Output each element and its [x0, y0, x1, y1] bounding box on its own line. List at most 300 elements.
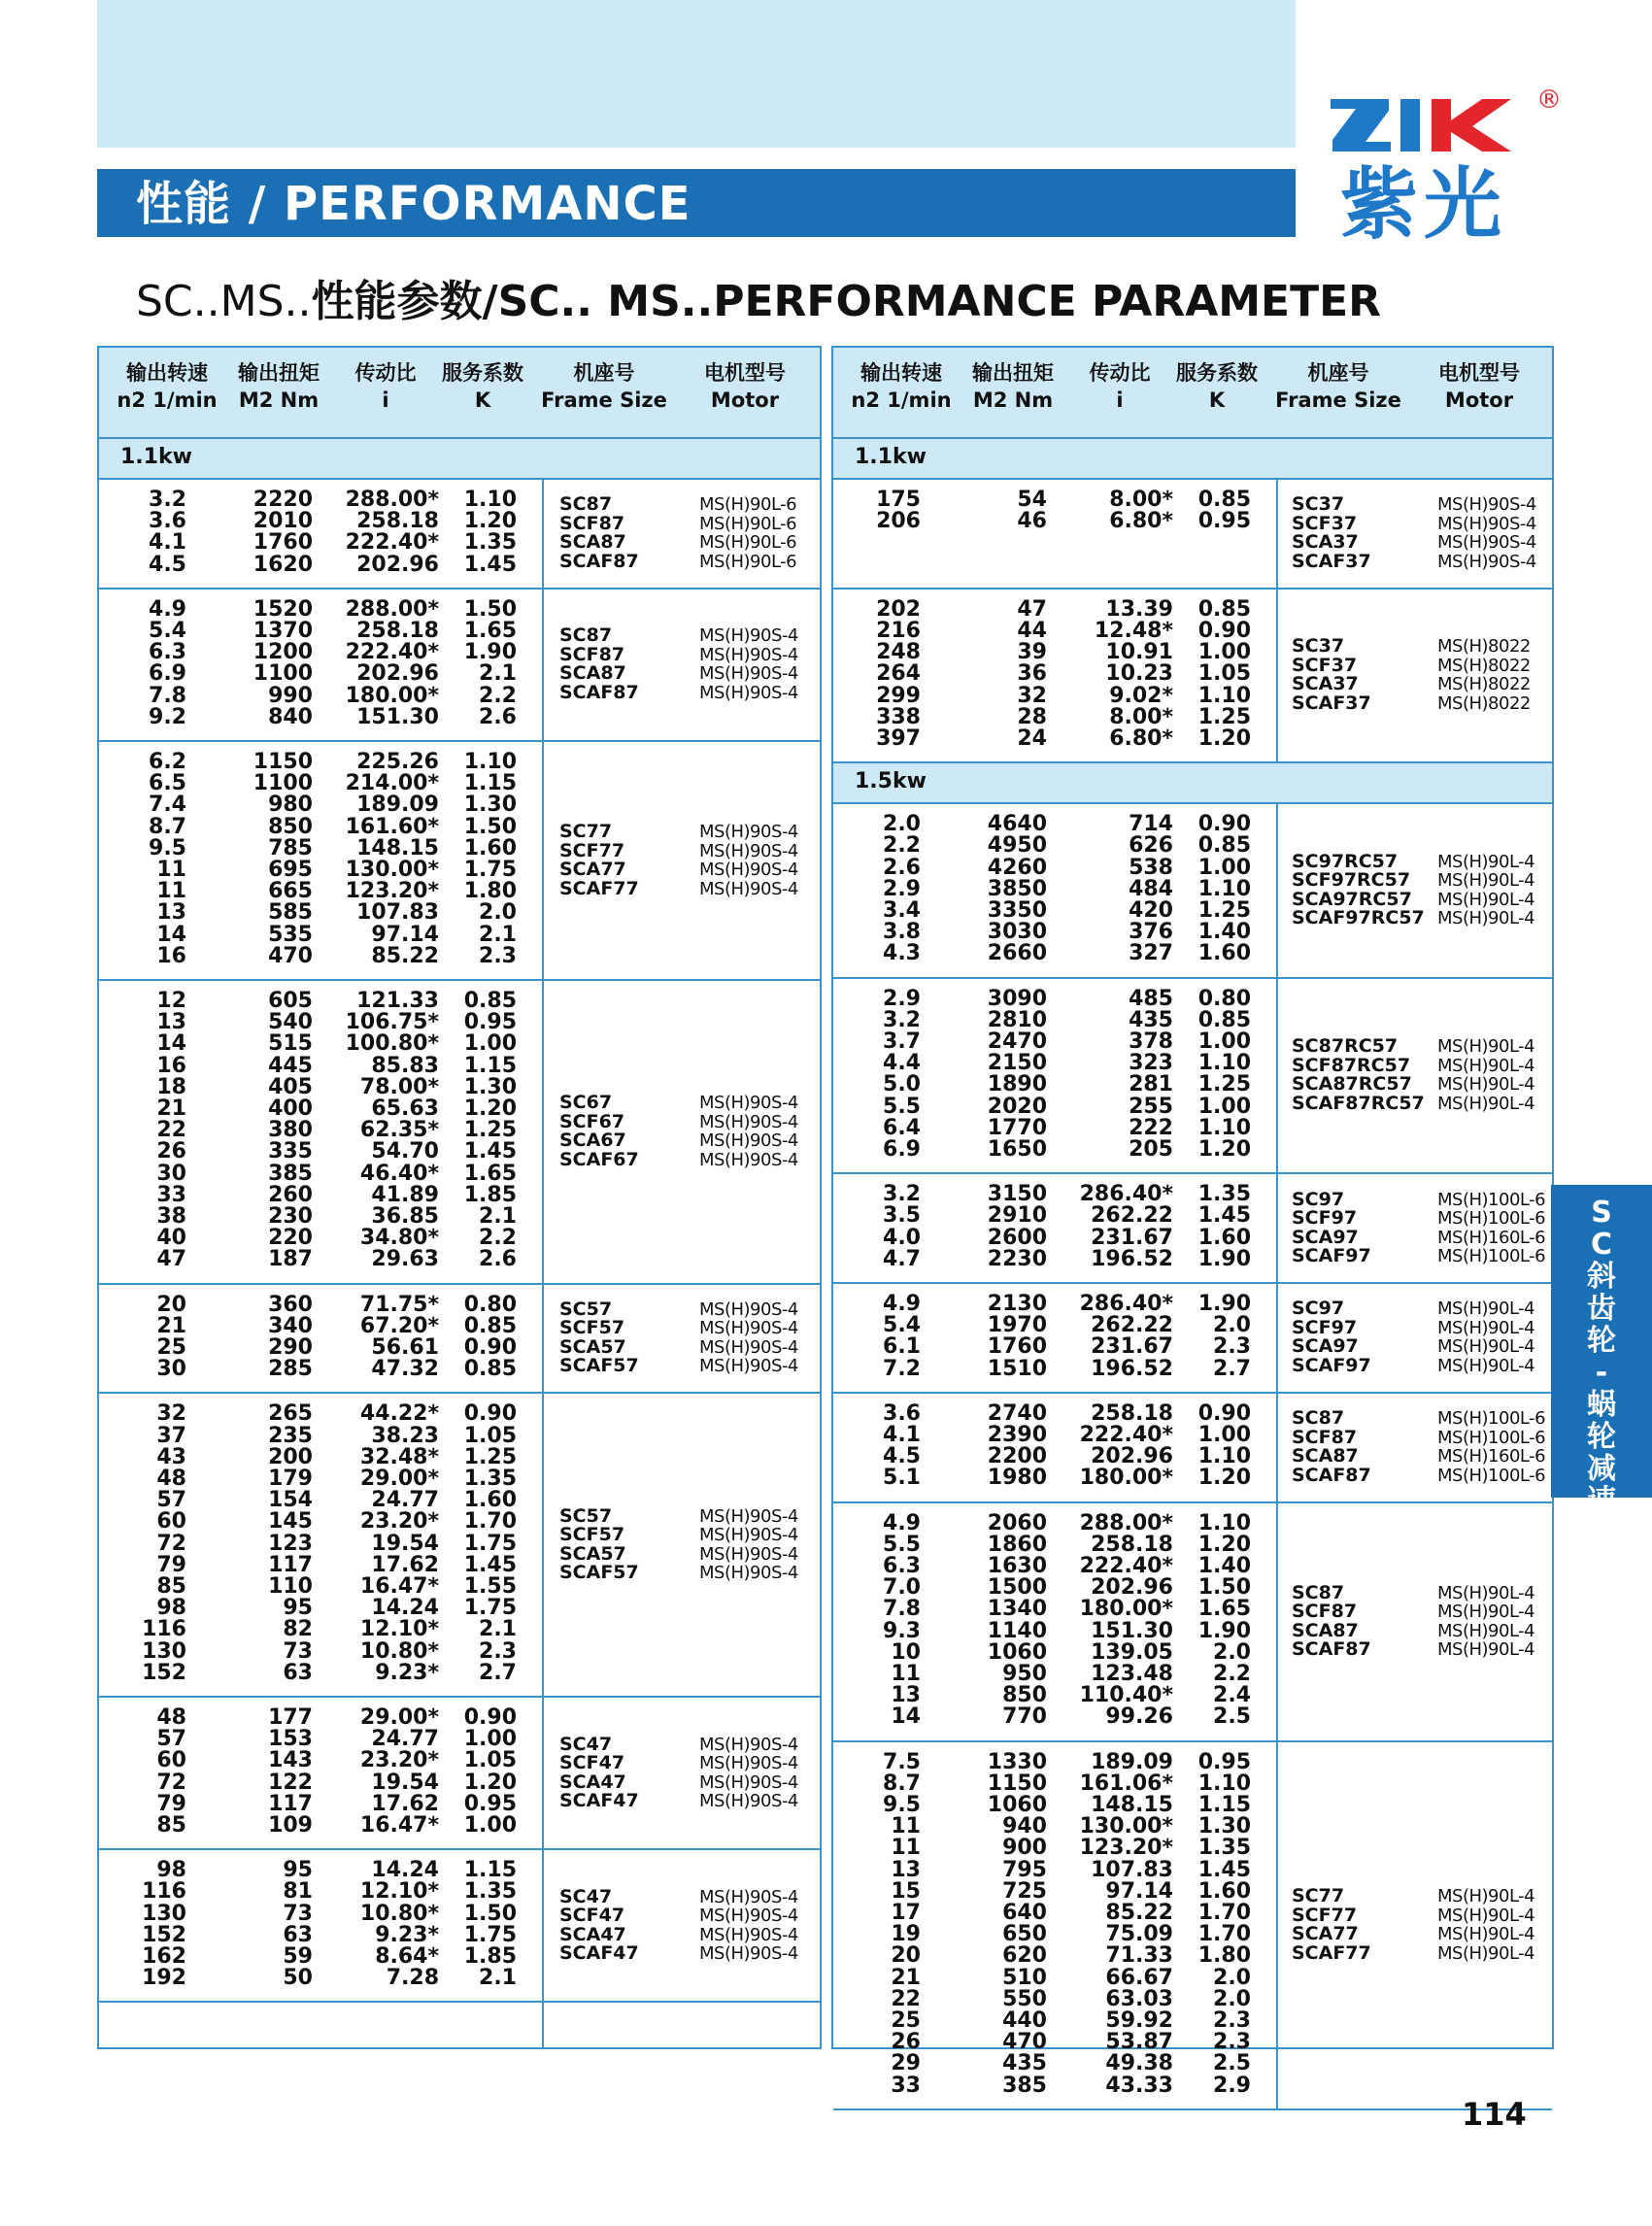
value-n2: 5.5 [883, 1532, 921, 1557]
cell-k [458, 752, 517, 967]
value-k: 1.50 [463, 596, 517, 622]
value-m2: 535 [268, 922, 313, 947]
cell-n2 [853, 1294, 921, 1380]
cell-k [1193, 1510, 1251, 1730]
value-n2: 3.2 [883, 1182, 921, 1207]
value-n2: 2.9 [883, 986, 921, 1011]
value-n2: 21 [156, 1313, 186, 1338]
frame-size: SCA47 [559, 1771, 626, 1793]
cell-i [342, 752, 439, 967]
value-m2: 435 [1002, 2051, 1047, 2076]
value-m2: 795 [1002, 1857, 1047, 1882]
frame-size-list [559, 1094, 639, 1169]
value-i: 12.48* [1094, 619, 1173, 643]
cell-k [458, 1292, 517, 1382]
frame-size: SCA67 [559, 1130, 626, 1152]
value-k: 1.25 [1197, 898, 1251, 923]
table-row-group [833, 804, 1552, 978]
value-n2: 3.6 [149, 509, 186, 534]
value-m2: 1060 [987, 1793, 1047, 1817]
value-n2: 30 [156, 1357, 186, 1382]
value-n2: 5.5 [883, 1094, 921, 1119]
value-n2: 4.3 [883, 941, 921, 966]
divider [1276, 979, 1278, 1173]
value-k: 1.70 [463, 1509, 517, 1535]
value-m2: 47 [1017, 596, 1047, 622]
value-i: 8.64* [375, 1944, 439, 1969]
value-n2: 2.9 [883, 876, 921, 901]
value-i: 100.80* [345, 1031, 439, 1057]
column-header-cn: 电机型号 [1438, 361, 1520, 385]
frame-size: SCAF87 [1292, 1638, 1371, 1661]
value-i: 180.00* [1079, 1466, 1173, 1491]
value-k: 2.7 [1213, 1356, 1251, 1381]
value-k: 2.3 [1213, 2008, 1251, 2034]
value-n2: 3.4 [883, 898, 921, 923]
column-header-cn: 输出扭矩 [972, 361, 1054, 385]
value-k: 2.5 [1213, 2051, 1251, 2076]
frame-size: SCAF57 [559, 1562, 639, 1584]
value-i: 225.26 [356, 750, 439, 774]
value-k: 1.35 [463, 1467, 517, 1491]
column-header-en: K [1208, 388, 1226, 412]
value-m2: 28 [1017, 704, 1047, 729]
value-k: 0.85 [463, 1313, 517, 1338]
value-k: 1.50 [1197, 1575, 1251, 1601]
value-i: 8.00* [1109, 488, 1173, 512]
value-m2: 1150 [253, 750, 313, 774]
value-n2: 3.7 [883, 1029, 921, 1054]
value-m2: 36 [1017, 661, 1047, 687]
value-k: 1.15 [1197, 1793, 1251, 1817]
value-i: 78.00* [359, 1074, 439, 1099]
value-i: 262.22 [1091, 1313, 1173, 1338]
value-i: 222.40* [345, 640, 439, 665]
motor-model: MS(H)90L-4 [1437, 1055, 1535, 1076]
value-n2: 5.4 [883, 1313, 921, 1338]
frame-size: SCAF97 [1292, 1245, 1371, 1267]
value-m2: 725 [1002, 1878, 1047, 1904]
frame-size: SCAF37 [1292, 550, 1371, 572]
frame-size: SCA87 [559, 531, 626, 554]
frame-size-list [1292, 637, 1371, 713]
value-n2: 8.7 [149, 814, 186, 839]
motor-model: MS(H)90L-4 [1437, 889, 1535, 910]
value-i: 148.15 [1091, 1793, 1173, 1817]
value-k: 0.85 [1197, 833, 1251, 859]
motor-model: MS(H)90L-6 [699, 532, 797, 554]
value-m2: 265 [268, 1401, 313, 1427]
motor-model: MS(H)100L-6 [1437, 1246, 1546, 1267]
column-header-en: n2 1/min [117, 388, 218, 412]
value-i: 151.30 [1091, 1618, 1173, 1643]
value-n2: 19 [891, 1922, 921, 1947]
value-i: 222 [1129, 1115, 1173, 1140]
value-m2: 3350 [987, 898, 1047, 923]
value-i: 17.62 [371, 1552, 439, 1577]
frame-size: SCF97 [1292, 1316, 1358, 1338]
motor-model-list [699, 1300, 798, 1376]
motor-model-list [1437, 1584, 1534, 1660]
value-i: 67.20* [359, 1313, 439, 1338]
motor-model: MS(H)90S-4 [699, 1298, 798, 1320]
value-i: 231.67 [1091, 1225, 1173, 1250]
frame-size-list [1292, 1409, 1371, 1485]
value-n2: 60 [156, 1748, 186, 1773]
motor-model: MS(H)90L-4 [1437, 1298, 1535, 1320]
value-n2: 9.2 [149, 704, 186, 729]
value-m2: 3150 [987, 1182, 1047, 1207]
value-m2: 515 [268, 1031, 313, 1057]
motor-model: MS(H)90S-4 [699, 644, 798, 665]
value-i: 85.22 [1105, 1901, 1173, 1926]
value-n2: 18 [156, 1074, 186, 1099]
value-i: 53.87 [1105, 2030, 1173, 2055]
side-tab-char: 机 [1587, 1516, 1616, 1550]
value-i: 43.33 [1105, 2073, 1173, 2098]
motor-model: MS(H)90S-4 [699, 625, 798, 647]
value-n2: 152 [142, 1660, 186, 1685]
value-k: 1.10 [1197, 683, 1251, 708]
frame-size: SCF77 [1292, 1904, 1358, 1926]
frame-size: SC67 [559, 1092, 613, 1114]
frame-size: SCAF97 [1292, 1354, 1371, 1376]
divider [542, 742, 544, 979]
value-n2: 248 [876, 640, 921, 665]
table-row-group [99, 480, 820, 590]
value-i: 29.00* [359, 1705, 439, 1730]
cell-m2 [969, 1400, 1047, 1491]
value-k: 2.2 [479, 683, 517, 708]
frame-size: SCAF87 [559, 681, 639, 703]
value-i: 130.00* [345, 858, 439, 883]
value-k: 1.00 [463, 1727, 517, 1752]
value-m2: 1890 [987, 1072, 1047, 1097]
power-section-row [99, 439, 820, 480]
motor-model: MS(H)100L-6 [1437, 1427, 1546, 1448]
value-i: 23.20* [359, 1748, 439, 1773]
frame-size-list [1292, 1581, 1371, 1661]
value-n2: 397 [876, 726, 921, 752]
value-n2: 4.9 [149, 596, 186, 622]
divider [1276, 1394, 1278, 1501]
value-k: 2.1 [479, 922, 517, 947]
value-n2: 116 [142, 1879, 186, 1905]
value-m2: 1510 [987, 1356, 1047, 1381]
frame-size: SCF37 [1292, 512, 1358, 534]
value-k: 1.05 [463, 1423, 517, 1448]
column-header [1163, 359, 1270, 414]
value-k: 1.80 [463, 879, 517, 904]
frame-size: SCA87 [1292, 1619, 1359, 1641]
motor-model-list [699, 1888, 798, 1964]
motor-model: MS(H)90L-4 [1437, 1905, 1535, 1926]
side-tab-char: C [1590, 1228, 1613, 1262]
cell-i [1076, 986, 1173, 1163]
cell-k [458, 489, 517, 576]
value-k: 1.65 [463, 619, 517, 643]
frame-size: SCA97 [1292, 1335, 1359, 1358]
zik-logo-icon [1331, 93, 1534, 155]
value-k: 1.75 [463, 1596, 517, 1621]
value-m2: 220 [268, 1226, 313, 1251]
frame-size: SCF87 [559, 512, 625, 534]
value-k: 1.40 [1197, 1554, 1251, 1578]
value-m2: 117 [268, 1791, 313, 1816]
value-i: 71.75* [359, 1292, 439, 1317]
motor-model-list [1437, 495, 1536, 571]
value-m2: 385 [268, 1161, 313, 1186]
value-i: 7.28 [386, 1966, 439, 1991]
table-row-group [99, 590, 820, 742]
cell-m2 [969, 1510, 1047, 1730]
value-k: 1.75 [463, 1922, 517, 1947]
cell-k [458, 596, 517, 729]
frame-size: SC37 [1292, 493, 1345, 516]
value-m2: 73 [283, 1638, 313, 1664]
value-m2: 2600 [987, 1225, 1047, 1250]
frame-size: SCA77 [1292, 1923, 1359, 1945]
value-n2: 6.4 [883, 1115, 921, 1140]
frame-size: SC87 [559, 624, 613, 647]
value-i: 10.80* [359, 1901, 439, 1926]
value-i: 24.77 [371, 1488, 439, 1513]
value-k: 0.85 [1197, 1007, 1251, 1032]
value-k: 1.90 [463, 640, 517, 665]
motor-model: MS(H)90L-4 [1437, 1317, 1535, 1338]
value-i: 202.96 [356, 661, 439, 687]
table-row-group [833, 1394, 1552, 1503]
value-k: 1.85 [463, 1182, 517, 1207]
value-k: 1.10 [463, 488, 517, 512]
motor-model: MS(H)90S-4 [699, 1753, 798, 1774]
value-n2: 20 [891, 1943, 921, 1969]
value-k: 1.70 [1197, 1901, 1251, 1926]
value-n2: 5.1 [883, 1466, 921, 1491]
column-header [429, 359, 536, 414]
frame-size: SCA97 [1292, 1226, 1359, 1248]
cell-n2 [118, 991, 186, 1271]
value-k: 0.80 [463, 1292, 517, 1317]
motor-model: MS(H)90S-4 [699, 840, 798, 861]
value-n2: 4.5 [883, 1444, 921, 1469]
frame-size: SCF47 [559, 1905, 625, 1927]
value-m2: 1340 [987, 1597, 1047, 1622]
value-m2: 2150 [987, 1051, 1047, 1076]
motor-model: MS(H)90S-4 [699, 1771, 798, 1793]
side-tab-char: 轮 [1587, 1420, 1616, 1454]
value-i: 222.40* [1079, 1554, 1173, 1578]
side-tab-char: 轮 [1587, 1324, 1616, 1358]
frame-size: SCAF37 [1292, 691, 1371, 714]
value-n2: 25 [891, 2008, 921, 2034]
value-i: 202.96 [356, 552, 439, 577]
cell-m2 [235, 1403, 313, 1684]
value-m2: 179 [268, 1467, 313, 1491]
value-m2: 117 [268, 1552, 313, 1577]
value-i: 63.03 [1105, 1986, 1173, 2011]
column-header [682, 359, 808, 414]
value-n2: 116 [142, 1617, 186, 1642]
value-k: 1.75 [463, 858, 517, 883]
motor-model: MS(H)90S-4 [699, 682, 798, 703]
cell-k [1193, 814, 1251, 964]
value-i: 161.60* [345, 814, 439, 839]
frame-size-list [1292, 1037, 1425, 1113]
value-n2: 175 [876, 488, 921, 512]
value-m2: 73 [283, 1901, 313, 1926]
table-header [99, 348, 820, 439]
column-header-en: Motor [710, 388, 780, 412]
value-i: 286.40* [1079, 1182, 1173, 1207]
motor-model: MS(H)90S-4 [699, 1906, 798, 1927]
value-n2: 3.6 [883, 1400, 921, 1426]
value-m2: 770 [1002, 1704, 1047, 1730]
cell-m2 [235, 752, 313, 967]
value-n2: 32 [156, 1401, 186, 1427]
value-n2: 4.1 [883, 1423, 921, 1447]
column-header-cn: 输出扭矩 [238, 361, 320, 385]
value-i: 420 [1129, 898, 1173, 923]
value-k: 1.15 [463, 1858, 517, 1883]
value-n2: 16 [156, 1053, 186, 1078]
motor-model: MS(H)90L-4 [1437, 1355, 1535, 1376]
value-m2: 153 [268, 1727, 313, 1752]
value-n2: 98 [156, 1596, 186, 1621]
motor-model: MS(H)90S-4 [699, 1093, 798, 1114]
value-m2: 405 [268, 1074, 313, 1099]
value-i: 107.83 [356, 900, 439, 926]
cell-m2 [235, 1292, 313, 1382]
value-n2: 79 [156, 1791, 186, 1816]
value-k: 1.35 [463, 1879, 517, 1905]
value-m2: 4640 [987, 812, 1047, 837]
value-i: 16.47* [359, 1574, 439, 1600]
frame-size: SCAF87 [1292, 1464, 1371, 1486]
value-k: 2.1 [479, 1204, 517, 1230]
value-m2: 3090 [987, 986, 1047, 1011]
value-i: 435 [1129, 1007, 1173, 1032]
value-i: 281 [1129, 1072, 1173, 1097]
value-k: 1.50 [463, 1901, 517, 1926]
value-i: 262.22 [1091, 1203, 1173, 1229]
value-m2: 39 [1017, 640, 1047, 665]
value-m2: 2220 [253, 488, 313, 512]
value-n2: 11 [156, 879, 186, 904]
value-n2: 14 [156, 1031, 186, 1057]
value-k: 2.0 [1213, 1313, 1251, 1338]
value-i: 62.35* [359, 1118, 439, 1143]
value-k: 0.90 [463, 1401, 517, 1427]
value-k: 1.60 [463, 1488, 517, 1513]
cell-i [342, 596, 439, 729]
frame-size-list [559, 1300, 639, 1376]
value-k: 0.90 [463, 1335, 517, 1360]
value-m2: 440 [1002, 2008, 1047, 2034]
value-i: 9.02* [1109, 683, 1173, 708]
value-n2: 2.0 [883, 812, 921, 837]
value-n2: 13 [156, 1010, 186, 1035]
value-m2: 109 [268, 1813, 313, 1838]
value-m2: 82 [283, 1617, 313, 1642]
cell-n2 [853, 1184, 921, 1270]
cell-n2 [118, 1292, 186, 1382]
cell-m2 [235, 1860, 313, 1989]
motor-model-list [1437, 1191, 1545, 1266]
motor-model: MS(H)90S-4 [699, 1563, 798, 1584]
value-i: 71.33 [1105, 1943, 1173, 1969]
value-m2: 2010 [253, 509, 313, 534]
value-m2: 1620 [253, 552, 313, 577]
motor-model: MS(H)90L-4 [1437, 1639, 1535, 1661]
frame-size: SCAF87RC57 [1292, 1092, 1425, 1114]
value-m2: 840 [268, 704, 313, 729]
cell-n2 [853, 489, 921, 532]
value-m2: 2200 [987, 1444, 1047, 1469]
value-k: 1.60 [463, 835, 517, 860]
value-k: 2.3 [479, 943, 517, 968]
value-k: 2.0 [479, 900, 517, 926]
value-m2: 95 [283, 1858, 313, 1883]
column-header-cn: 传动比 [354, 361, 417, 385]
frame-size: SC87 [559, 493, 613, 516]
frame-size: SCAF97RC57 [1292, 907, 1425, 929]
page-title-prefix: SC..MS.. [136, 277, 312, 326]
value-m2: 54 [1017, 488, 1047, 512]
motor-model: MS(H)90S-4 [699, 1356, 798, 1377]
motor-model: MS(H)90S-4 [699, 1943, 798, 1965]
frame-size: SCF97RC57 [1292, 869, 1411, 892]
value-i: 97.14 [371, 922, 439, 947]
frame-size: SCF67 [559, 1110, 625, 1132]
value-i: 180.00* [345, 683, 439, 708]
value-k: 1.75 [463, 1531, 517, 1556]
value-k: 1.00 [1197, 1094, 1251, 1119]
value-i: 288.00* [345, 488, 439, 512]
motor-model: MS(H)160L-6 [1437, 1227, 1546, 1248]
value-n2: 21 [891, 1965, 921, 1990]
value-n2: 7.2 [883, 1356, 921, 1381]
value-n2: 11 [891, 1662, 921, 1687]
frame-size: SCAF67 [559, 1148, 639, 1170]
frame-size: SCAF77 [1292, 1941, 1371, 1964]
value-m2: 44 [1017, 619, 1047, 643]
cell-i [1076, 489, 1173, 532]
value-m2: 990 [268, 683, 313, 708]
column-header-en: M2 Nm [972, 388, 1054, 412]
value-i: 8.00* [1109, 704, 1173, 729]
divider [542, 1285, 544, 1393]
value-i: 130.00* [1079, 1814, 1173, 1839]
value-i: 14.24 [371, 1858, 439, 1883]
frame-size: SCA57 [559, 1335, 626, 1358]
value-m2: 32 [1017, 683, 1047, 708]
value-n2: 13 [891, 1683, 921, 1708]
value-n2: 5.0 [883, 1072, 921, 1097]
value-n2: 9.5 [883, 1793, 921, 1817]
table-row-group [99, 1850, 820, 2003]
value-i: 123.48 [1091, 1662, 1173, 1687]
frame-size: SCA37 [1292, 673, 1359, 695]
value-i: 19.54 [371, 1531, 439, 1556]
motor-model: MS(H)100L-6 [1437, 1408, 1546, 1430]
motor-model-list [1437, 1409, 1545, 1485]
value-n2: 57 [156, 1727, 186, 1752]
frame-size: SCF37 [1292, 654, 1358, 676]
top-decorative-band [97, 0, 1296, 148]
value-m2: 1500 [987, 1575, 1047, 1601]
value-m2: 59 [283, 1944, 313, 1969]
